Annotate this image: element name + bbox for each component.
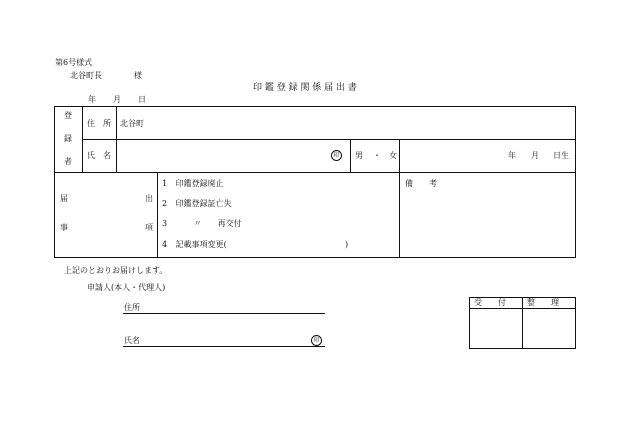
addressee: 北谷町長 [70,71,102,80]
applicant-name-field[interactable] [123,346,325,347]
item-2-checkbox[interactable] [162,200,232,208]
notification-label-left-1: 届 [60,194,68,203]
notification-label-right-1: 出 [145,194,153,203]
item-3-label: 〃 再交付 [193,219,242,228]
col-divider-label [116,106,117,172]
gender-female[interactable]: 女 [389,151,397,160]
seal-mark: 印 [331,150,342,161]
col-divider-items [157,172,158,258]
registrant-label-1: 登 [64,111,72,120]
col-divider-gender-right [399,139,400,258]
main-form-table [54,106,576,258]
remarks-label: 備 考 [405,179,437,188]
date-day: 日 [138,95,146,104]
applicant-heading: 申請人(本人・代理人) [87,283,166,292]
registrant-label-3: 者 [64,157,72,166]
received-label: 受 付 [474,298,506,307]
applicant-seal-icon [311,335,322,346]
item-4-checkbox[interactable] [162,241,227,249]
item-4-number: 4 [162,240,168,249]
col-divider-section [82,106,83,172]
date-month: 月 [113,95,121,104]
name-label: 氏 名 [87,151,111,160]
applicant-seal-mark: 印 [311,335,322,346]
seal-icon [331,150,342,161]
registrant-label-2: 録 [64,134,72,143]
applicant-address-field[interactable] [123,313,325,314]
applicant-name-label: 氏名 [124,336,140,345]
address-field[interactable]: 北谷町 [120,119,144,128]
processed-label: 整 理 [527,298,559,307]
item-3-number: 3 [162,219,168,228]
applicant-address-label: 住所 [124,303,140,312]
form-number: 第6号様式 [55,58,93,67]
notification-label-right-2: 項 [145,223,153,232]
honorific: 様 [134,71,142,80]
office-box-col-divider [522,297,523,349]
item-1-checkbox[interactable] [162,180,224,188]
item-1-label: 印鑑登録廃止 [175,179,224,188]
birth-day: 日生 [553,151,569,160]
row-divider [82,139,576,140]
item-3-checkbox[interactable] [162,220,242,228]
address-label: 住 所 [87,119,111,128]
birth-month: 月 [531,151,539,160]
gender-dot: ・ [373,151,381,160]
col-divider-gender-left [350,139,351,172]
birth-year: 年 [508,151,516,160]
statement-text: 上記のとおりお届けします。 [64,266,168,275]
item-2-label: 印鑑登録証亡失 [175,199,232,208]
item-1-number: 1 [162,179,168,188]
date-year: 年 [88,95,96,104]
item-2-number: 2 [162,199,168,208]
item-4-label: 記載事項変更( [175,240,227,249]
item-4-close-paren: ) [345,240,349,249]
gender-male[interactable]: 男 [355,151,363,160]
notification-label-left-2: 事 [60,223,68,232]
form-title: 印 鑑 登 録 関 係 届 出 書 [253,83,357,93]
section-divider [54,172,576,173]
